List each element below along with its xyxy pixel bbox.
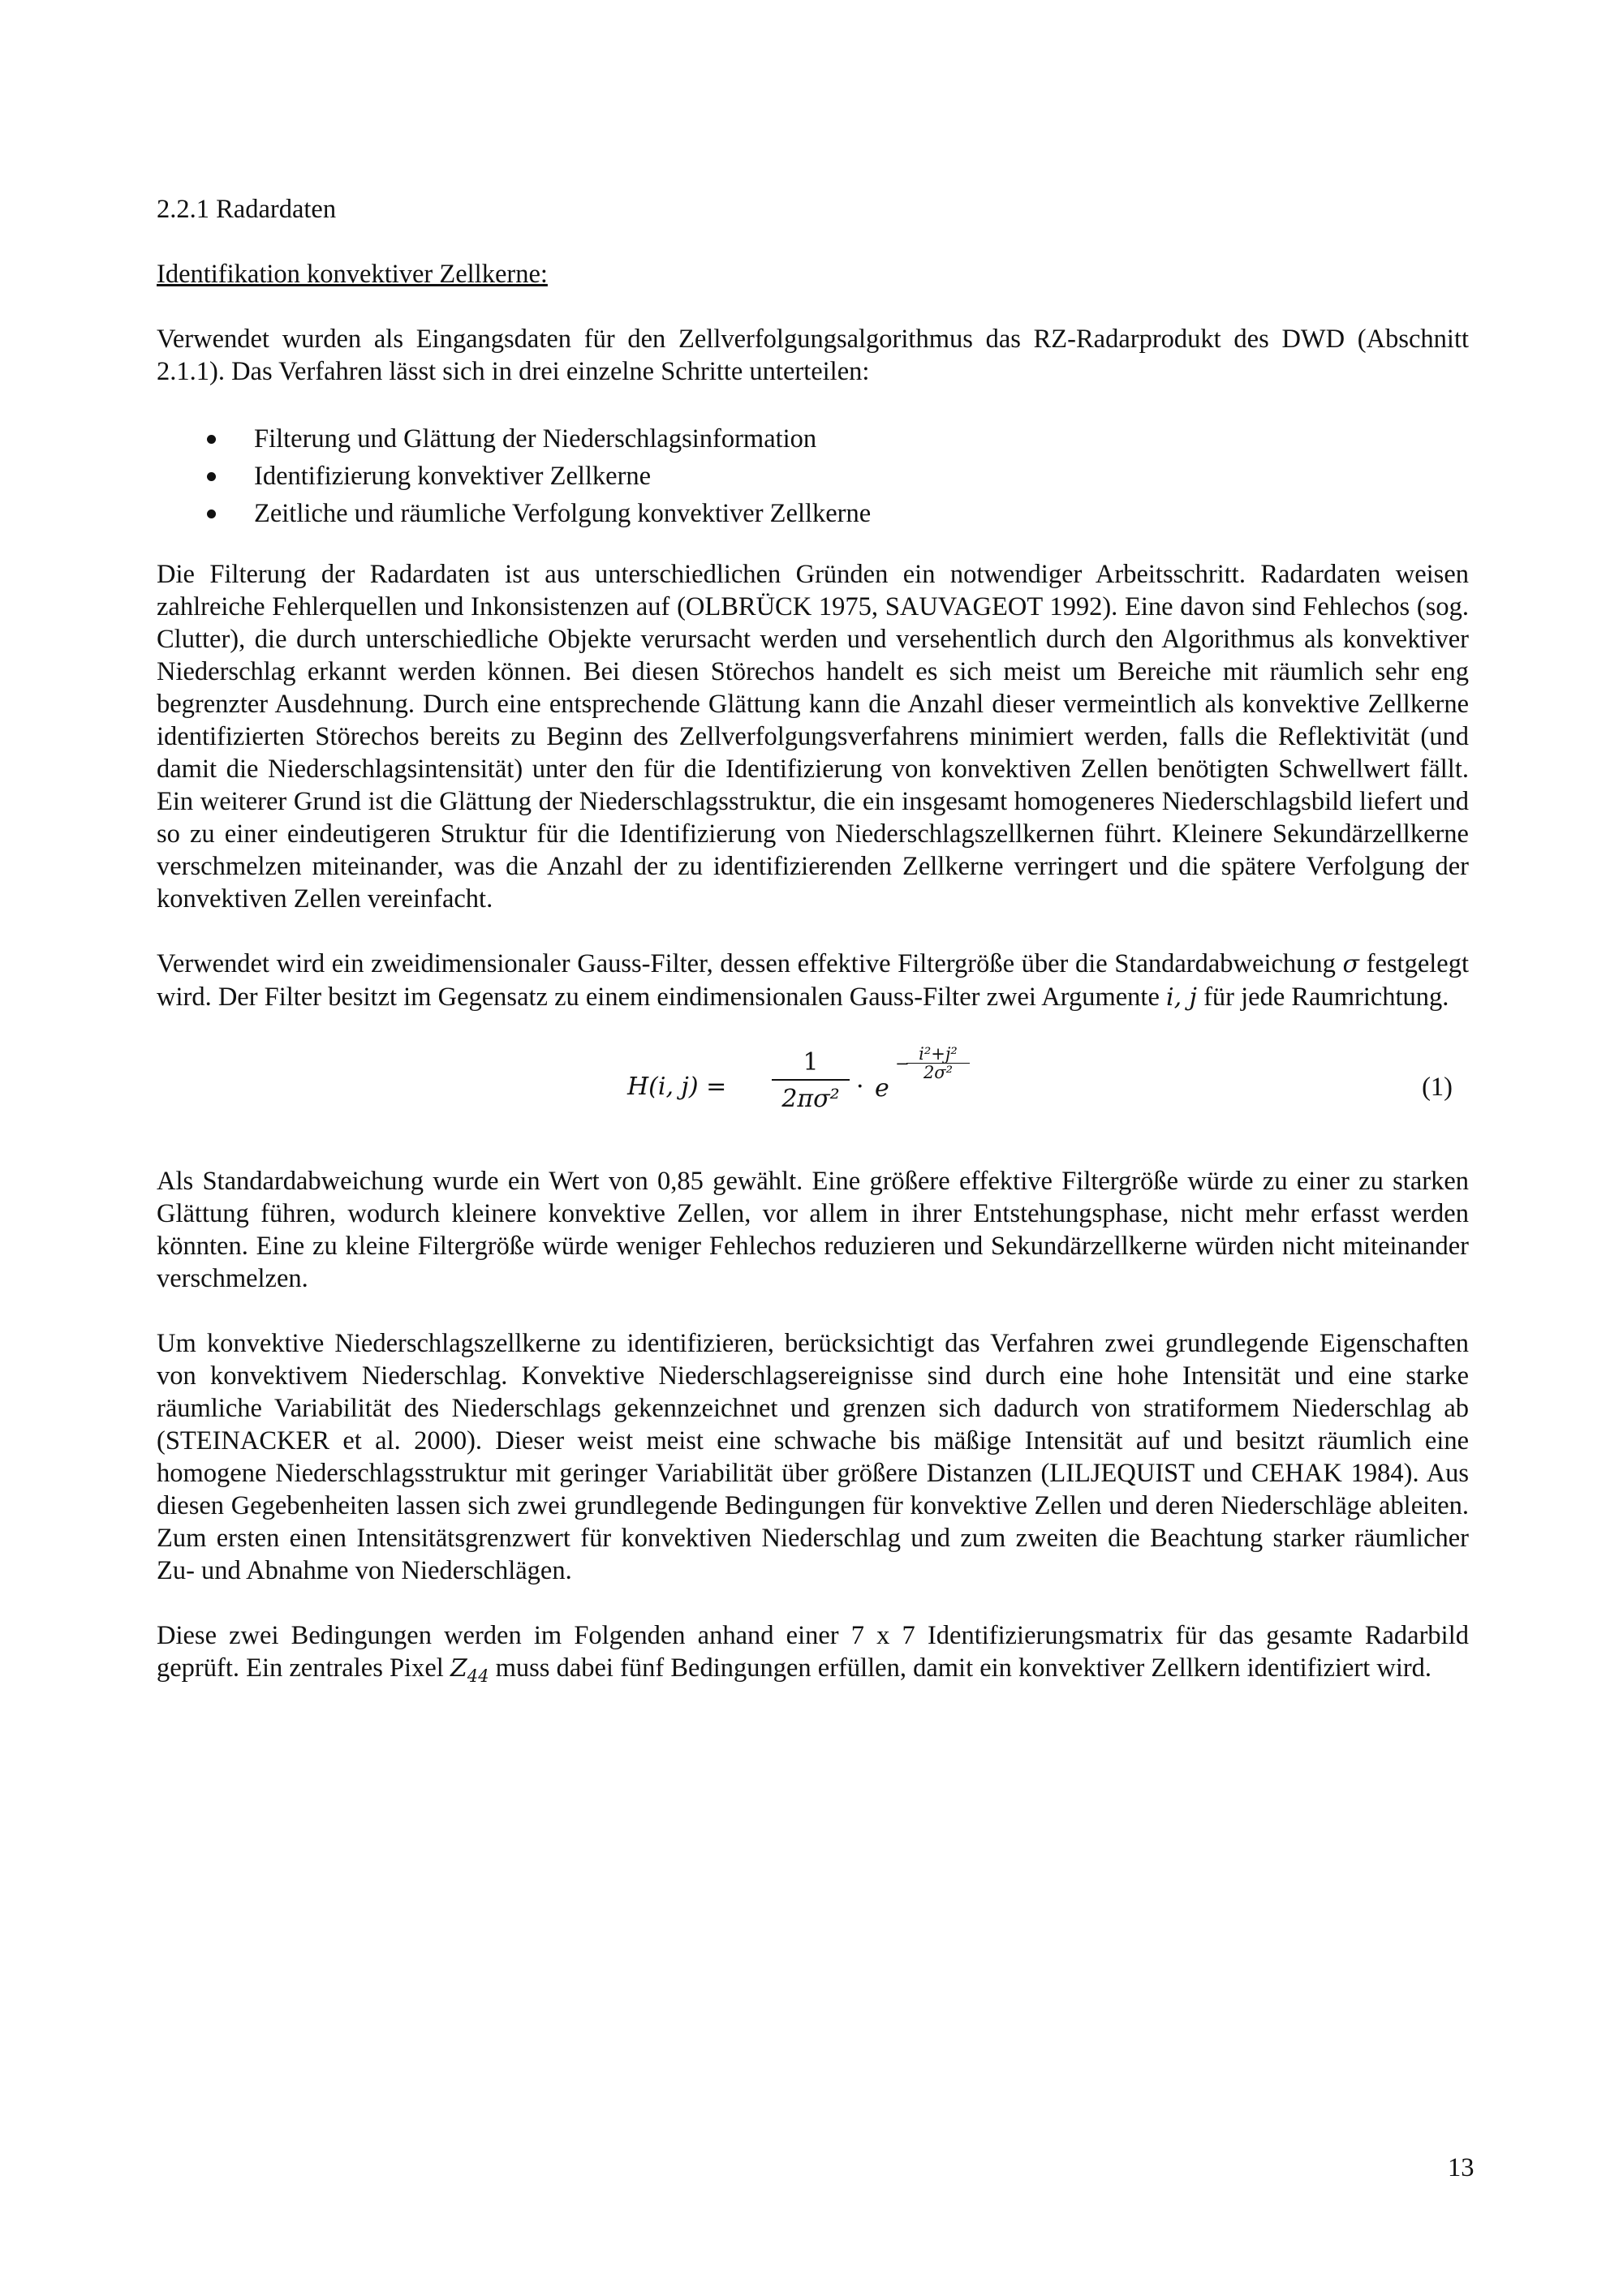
exponent-fraction: [906, 1045, 970, 1081]
sigma-symbol: σ: [1342, 950, 1360, 978]
matrix-text-2: muss dabei fünf Bedingungen erfüllen, damit ein konvektiver Zellkern identifiziert wird.: [489, 1653, 1432, 1683]
conditions-paragraph: Um konvektive Niederschlagszellkerne zu identifizieren, berücksichtigt das Verfahren zwei grundlegende Eigenschaften von konvektivem Niederschlag. Konvektive Niederschlagsereignisse sind durch eine hohe Intensität und eine starke räumliche Variabilität des Niederschlags gekennzeichnet und grenzen sich dadurch von stratiformem Niederschlag ab (STEINACKER et al. 2000). Dieser weist meist eine schwache bis mäßige Intensität auf und besitzt räumlich eine homogene Niederschlagsstruktur mit geringer Variabilität über größere Distanzen (LILJEQUIST und CEHAK 1984). Aus diesen Gegebenheiten lassen sich zwei grundlegende Bedingungen für konvektive Zellen und deren Niederschläge ableiten. Zum ersten einen Intensitätsgrenzwert für konvektiven Niederschlag und zum zweiten die Beachtung starker räumlicher Zu- und Abnahme von Niederschlägen.: [157, 1329, 1469, 1585]
equation-number: (1): [1422, 1073, 1453, 1102]
subheading: Identifikation konvektiver Zellkerne:: [157, 260, 548, 289]
list-item: Zeitliche und räumliche Verfolgung konvektiver Zellkerne: [157, 495, 1469, 532]
steps-list: [157, 420, 1469, 532]
fraction-numerator: 1: [803, 1048, 819, 1077]
equation-fraction: [770, 1040, 851, 1118]
intro-paragraph: Verwendet wurden als Eingangsdaten für den Zellverfolgungsalgorithmus das RZ-Radarprodukt des DWD (Abschnitt 2.1.1). Das Verfahren lässt sich in drei einzelne Schritte unterteilen:: [157, 325, 1469, 386]
exponential-base: e: [875, 1074, 889, 1103]
sigma-paragraph: Als Standardabweichung wurde ein Wert von 0,85 gewählt. Eine größere effektive Filtergröße würde zu einer zu starken Glättung führen, wodurch kleinere konvektive Zellen, vor allem in ihrer Entstehungsphase, nicht mehr erfasst werden könnten. Eine zu kleine Filtergröße würde weniger Fehlechos reduzieren und Sekundärzellkerne würden nicht miteinander verschmelzen.: [157, 1167, 1469, 1293]
equation-lhs: H(i, j) =: [627, 1073, 727, 1101]
gauss-text-1: Verwendet wird ein zweidimensionaler Gauss-Filter, dessen effektive Filtergröße über die Standardabweichung: [157, 949, 1343, 978]
exponent-numerator: i²+j²: [919, 1044, 958, 1064]
filter-paragraph: Die Filterung der Radardaten ist aus unterschiedlichen Gründen ein notwendiger Arbeitsschritt. Radardaten weisen zahlreiche Fehlerquellen und Inkonsistenzen auf (OLBRÜCK 1975, SAUVAGEOT 1992). Eine davon sind Fehlechos (sog. Clutter), die durch unterschiedliche Objekte verursacht werden und versehentlich durch den Algorithmus als konvektiver Niederschlag erkannt werden können. Bei diesen Störechos handelt es sich meist um Bereiche mit räumlich sehr eng begrenzter Ausdehnung. Durch eine entsprechende Glättung kann die Anzahl dieser vermeintlich als konvektive Zellkerne identifizierten Störechos bereits zu Beginn des Zellverfolgungsverfahrens minimiert werden, falls die Reflektivität (und damit die Niederschlagsintensität) unter den für die Identifizierung von konvektiven Zellen benötigten Schwellwert fällt. Ein weiterer Grund ist die Glättung der Niederschlagsstruktur, die ein insgesamt homogeneres Niederschlagsbild liefert und so zu einer eindeutigeren Struktur für die Identifizierung von Niederschlagszellkernen führt. Kleinere Sekundärzellkerne verschmelzen miteinander, was die Anzahl der zu identifizierenden Zellkerne verringert und die spätere Verfolgung der konvektiven Zellen vereinfacht.: [157, 560, 1469, 914]
multiply-dot: ·: [856, 1073, 864, 1101]
equation-block: [157, 1032, 1469, 1137]
args-symbol: i, j: [1166, 983, 1197, 1012]
page-content: [157, 193, 1469, 1685]
exponent-denominator: 2σ²: [923, 1063, 954, 1082]
gauss-paragraph: [157, 948, 1469, 1014]
gauss-text-2: festgelegt wird. Der Filter besitzt im Gegensatz zu einem eindimensionalen Gauss-Filter zwei Argumente: [157, 949, 1469, 1012]
pixel-letter: Z: [450, 1654, 467, 1683]
exponent-minus: −: [895, 1054, 910, 1073]
pixel-subscript: 44: [467, 1666, 489, 1686]
matrix-text-1: Diese zwei Bedingungen werden im Folgenden anhand einer 7 x 7 Identifizierungsmatrix für das gesamte Radarbild geprüft. Ein zentrales Pixel: [157, 1621, 1469, 1683]
matrix-paragraph: [157, 1619, 1469, 1685]
section-heading: 2.2.1 Radardaten: [157, 195, 337, 224]
gauss-text-3: für jede Raumrichtung.: [1196, 982, 1449, 1012]
page-number: 13: [1448, 2153, 1474, 2182]
list-item: Filterung und Glättung der Niederschlagsinformation: [157, 420, 1469, 458]
pixel-symbol: [450, 1654, 489, 1686]
list-item: Identifizierung konvektiver Zellkerne: [157, 458, 1469, 495]
fraction-denominator: 2πσ²: [781, 1085, 840, 1113]
